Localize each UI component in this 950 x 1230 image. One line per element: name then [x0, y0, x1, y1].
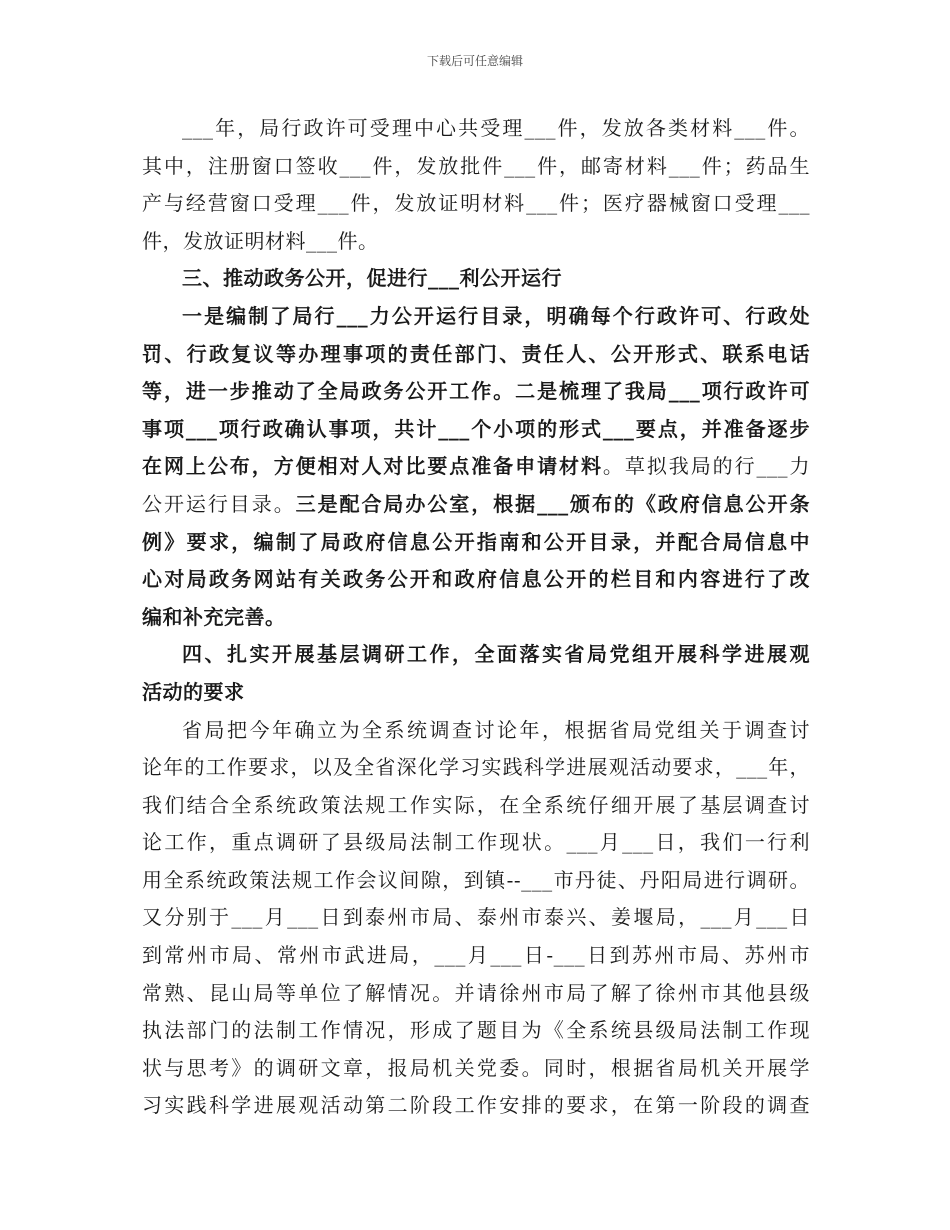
text-segment: 三、推动政务公开，促进行___利公开运行: [182, 266, 562, 291]
text-line: [142, 223, 810, 261]
text-line: [142, 975, 810, 1013]
text-line: [142, 599, 810, 637]
text-segment: 四、扎实开展基层调研工作，全面落实省局党组开展科学进展观: [182, 642, 810, 667]
text-segment: 件，发放证明材料___件。: [142, 228, 379, 253]
text-line: [142, 674, 810, 712]
text-segment: 其中，注册窗口签收___件，发放批件___件，邮寄材料___件；药品生: [142, 153, 810, 178]
text-segment: 在网上公布，方便相对人对比要点准备申请材料: [142, 454, 603, 479]
text-segment: 又分别于___月___日到泰州市局、泰州市泰兴、姜堰局，___月___日: [142, 905, 810, 930]
text-line: [142, 1012, 810, 1050]
text-segment: 三是配合局办公室，根据___颁布的《政府信息公开条: [295, 491, 810, 516]
document-body: [142, 110, 810, 1125]
text-line: [142, 561, 810, 599]
text-segment: 执法部门的法制工作情况，形成了题目为《全系统县级局法制工作现: [142, 1018, 810, 1043]
text-segment: 心对局政务网站有关政务公开和政府信息公开的栏目和内容进行了改: [142, 567, 810, 592]
text-segment: 省局把今年确立为全系统调查讨论年，根据省局党组关于调查讨: [182, 717, 810, 742]
text-line: [142, 712, 810, 750]
text-line: [142, 373, 810, 411]
text-line: [142, 749, 810, 787]
text-line: [142, 185, 810, 223]
text-line: [142, 148, 810, 186]
text-segment: 用全系统政策法规工作会议间隙，到镇--___市丹徒、丹阳局进行调研。: [142, 867, 810, 892]
text-line: [142, 937, 810, 975]
text-segment: 到常州市局、常州市武进局，___月___日-___日到苏州市局、苏州市: [142, 943, 810, 968]
text-segment: 事项___项行政确认事项，共计___个小项的形式___要点，并准备逐步: [142, 416, 810, 441]
text-segment: 论年的工作要求，以及全省深化学习实践科学进展观活动要求，___年，: [142, 755, 810, 780]
text-segment: 论工作，重点调研了县级局法制工作现状。___月___日，我们一行利: [142, 830, 810, 855]
text-line: [142, 448, 810, 486]
text-segment: 我们结合全系统政策法规工作实际，在全系统仔细开展了基层调查讨: [142, 792, 810, 817]
text-segment: ___年，局行政许可受理中心共受理___件，发放各类材料___件。: [182, 116, 810, 140]
text-line: [142, 1087, 810, 1125]
text-line: [142, 260, 810, 298]
text-segment: 产与经营窗口受理___件，发放证明材料___件；医疗器械窗口受理___: [142, 191, 810, 216]
text-line: [142, 1050, 810, 1088]
text-line: [142, 636, 810, 674]
text-segment: 公开运行目录。: [142, 491, 296, 516]
text-segment: 一是编制了局行___力公开运行目录，明确每个行政许可、行政处: [182, 303, 810, 328]
text-segment: 罚、行政复议等办理事项的责任部门、责任人、公开形式、联系电话: [142, 341, 810, 366]
text-line: [142, 524, 810, 562]
text-segment: 活动的要求: [142, 679, 245, 704]
text-line: [142, 110, 810, 148]
text-line: [142, 862, 810, 900]
text-segment: 习实践科学进展观活动第二阶段工作安排的要求，在第一阶段的调查: [142, 1093, 810, 1118]
text-line: [142, 824, 810, 862]
text-line: [142, 298, 810, 336]
text-segment: 状与思考》的调研文章，报局机关党委。同时，根据省局机关开展学: [142, 1055, 810, 1080]
text-segment: 编和补充完善。: [142, 604, 286, 629]
text-segment: 例》要求，编制了局政府信息公开指南和公开目录，并配合局信息中: [142, 529, 810, 554]
text-segment: 。草拟我局的行___力: [602, 454, 810, 479]
text-line: [142, 336, 810, 374]
text-segment: 等，进一步推动了全局政务公开工作。二是梳理了我局___项行政许可: [142, 379, 810, 404]
text-line: [142, 411, 810, 449]
text-line: [142, 486, 810, 524]
text-line: [142, 787, 810, 825]
page-header: 下载后可任意编辑: [426, 54, 523, 68]
text-segment: 常熟、昆山局等单位了解情况。并请徐州市局了解了徐州市其他县级: [142, 980, 810, 1005]
text-line: [142, 899, 810, 937]
